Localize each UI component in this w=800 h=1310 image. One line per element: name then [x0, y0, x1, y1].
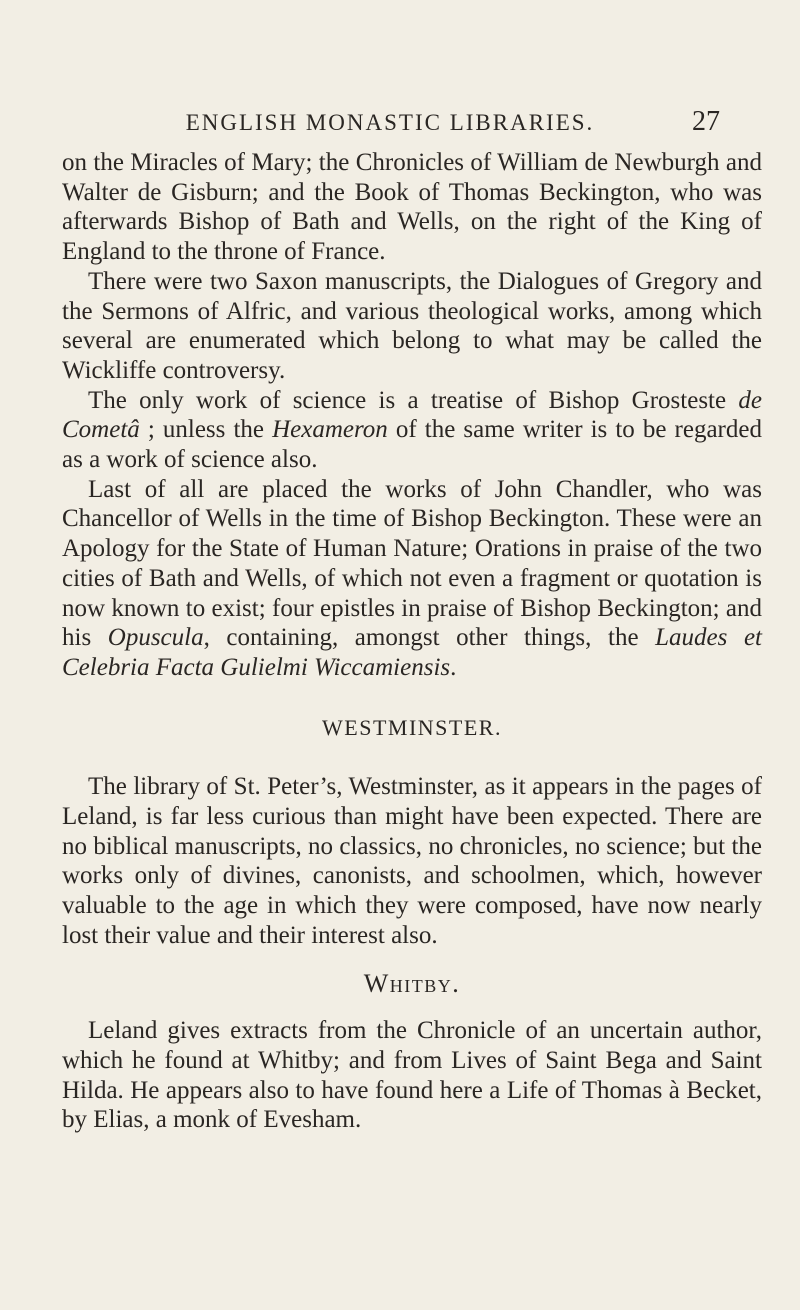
paragraph-chandler: [62, 475, 762, 683]
text-run: of the same writer is to be regarded as a work of science also.: [62, 416, 762, 474]
italic-title: de Cometâ: [62, 386, 762, 444]
paragraph-miracles: on the Miracles of Mary; the Chronicles of William de Newburgh and Walter de Gisburn; and the Book of Thomas Beckington, who was afterwards Bishop of Bath and Wells, on the right of the King of England to the throne of France.: [62, 149, 762, 266]
paragraph-science: [62, 386, 762, 475]
text-run: .: [450, 653, 457, 681]
paragraph-saxon-manuscripts: There were two Saxon manuscripts, the Dialogues of Gregory and the Sermons of Alfric, and various theological works, among which several are enumerated which belong to what may be called the Wickliffe controversy.: [62, 267, 762, 384]
italic-title: Opuscula: [107, 624, 204, 652]
spacer: [62, 998, 762, 1016]
spacer: [62, 683, 762, 713]
text-run: , containing, amongst other things, the: [203, 624, 656, 652]
spacer: [62, 742, 762, 772]
paragraph-westminster: The library of St. Peter’s, Westminster, as it appears in the pages of Leland, is far less curious than might have been expected. There are no biblical manuscripts, no classics, no chronicles, no science; but the works only of divines, canonists, and schoolmen, which, however valuable to the age in which they were composed, have now nearly lost their value and their interest also.: [62, 773, 762, 949]
italic-title: Hexameron: [272, 416, 388, 444]
section-heading-westminster: WESTMINSTER.: [322, 714, 502, 740]
page-number: 27: [692, 106, 720, 137]
text-run: The only work of science is a treatise of Bishop Grosteste: [88, 386, 739, 414]
body-text: [62, 148, 762, 1135]
paragraph-whitby: Leland gives extracts from the Chronicle of an uncertain author, which he found at Whitby; and from Lives of Saint Bega and Saint Hilda. He appears also to have found here a Life of Thomas à Becket, by Elias, a monk of Evesham.: [62, 1017, 762, 1134]
text-run: Last of all are placed the works of John Chandler, who was Chancellor of Wells in the time of Bishop Beckington. These were an Apology for the State of Human Nature; Orations in praise of the two cities of Bath and Wells, of which not even a fragment or quotation is now known to exist; four epistles in praise of Bishop Beckington; and his: [62, 475, 762, 652]
spacer: [62, 951, 762, 969]
text-run: ; unless the: [139, 416, 273, 444]
running-head: [60, 106, 720, 146]
running-title: ENGLISH MONASTIC LIBRARIES.: [185, 110, 595, 135]
section-heading-whitby: Whitby.: [363, 968, 461, 998]
italic-title: Laudes et Celebria Facta Gulielmi Wiccamiensis: [62, 624, 762, 681]
